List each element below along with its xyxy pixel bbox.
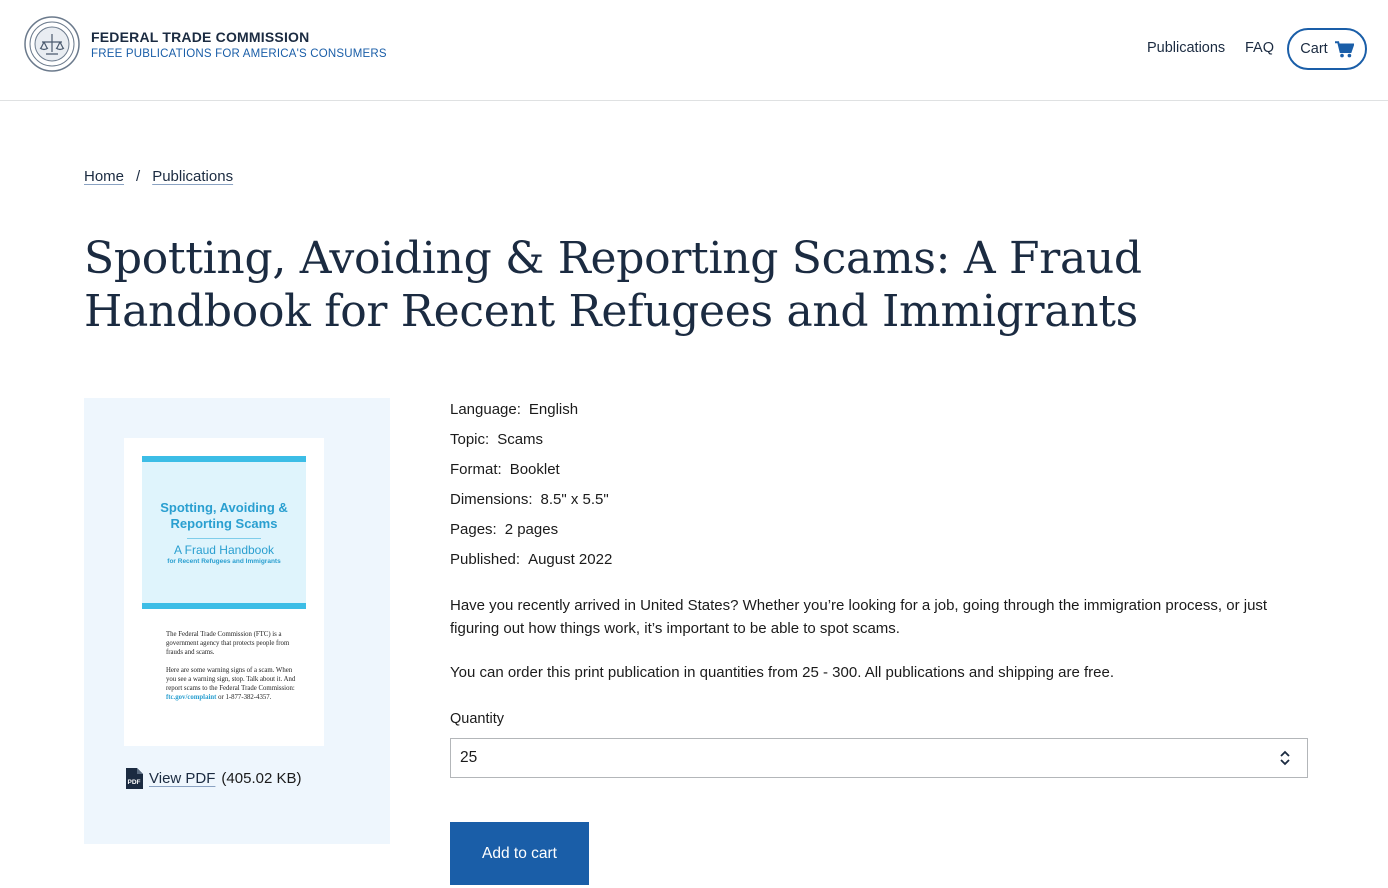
nav-faq[interactable]: FAQ <box>1245 40 1275 56</box>
meta-dimensions <box>450 490 1310 520</box>
publication-thumbnail-panel <box>84 398 390 844</box>
site-tagline[interactable]: FREE PUBLICATIONS FOR AMERICA'S CONSUMERS <box>91 48 387 60</box>
meta-value: 8.5" x 5.5" <box>540 491 609 508</box>
cover-title: Spotting, Avoiding & Reporting Scams <box>160 500 288 531</box>
breadcrumb-home[interactable]: Home <box>84 168 125 185</box>
pdf-file-icon <box>126 768 143 789</box>
cover-paragraph-1: The Federal Trade Commission (FTC) is a government agency that protects people from frauds and scams. <box>166 631 290 656</box>
meta-key: Language: <box>450 401 521 418</box>
breadcrumb-publications[interactable]: Publications <box>152 168 234 185</box>
cover-complaint-link: ftc.gov/complaint <box>166 694 217 701</box>
meta-pages <box>450 520 1310 550</box>
view-pdf-link[interactable]: View PDF <box>149 770 216 787</box>
pdf-download-row <box>126 768 301 789</box>
meta-key: Dimensions: <box>450 491 533 508</box>
order-note: You can order this print publication in quantities from 25 - 300. All publications and shipping are free. <box>450 664 1115 681</box>
cover-subtitle: A Fraud Handbook <box>173 543 275 557</box>
cover-paragraph-2-text: Here are some warning signs of a scam. When you see a warning sign, stop. Talk about it. And report scams to the Federal Trade Commission: <box>166 667 296 692</box>
add-to-cart-button[interactable]: Add to cart <box>450 822 589 885</box>
nav-publications[interactable]: Publications <box>1147 40 1226 56</box>
cover-body-text <box>166 630 296 711</box>
cover-banner <box>142 456 306 609</box>
agency-name[interactable]: FEDERAL TRADE COMMISSION <box>91 29 310 45</box>
meta-key: Format: <box>450 461 502 478</box>
meta-value: English <box>528 401 579 418</box>
meta-format <box>450 460 1310 490</box>
meta-key: Published: <box>450 551 521 568</box>
cart-label: Cart <box>1300 41 1328 57</box>
meta-value: Booklet <box>509 461 560 478</box>
quantity-select[interactable] <box>450 738 1308 778</box>
select-arrows-icon <box>1279 749 1291 767</box>
publication-details <box>450 400 1310 580</box>
shopping-cart-icon <box>1335 41 1354 58</box>
meta-language <box>450 400 1310 430</box>
meta-key: Topic: <box>450 431 490 448</box>
meta-value: Scams <box>497 431 544 448</box>
page-title: Spotting, Avoiding & Reporting Scams: A Fraud Handbook for Recent Refugees and Immigrants <box>84 233 1142 337</box>
cart-button[interactable] <box>1287 28 1367 70</box>
svg-text:PDF: PDF <box>127 779 141 786</box>
meta-published <box>450 550 1310 580</box>
breadcrumb <box>84 168 233 185</box>
meta-value: August 2022 <box>528 551 613 568</box>
meta-key: Pages: <box>450 521 497 538</box>
pdf-file-size: (405.02 KB) <box>221 770 302 787</box>
meta-value: 2 pages <box>504 521 559 538</box>
cover-paragraph-2 <box>166 666 296 702</box>
cover-paragraph-2-end: or 1-877-382-4357. <box>216 694 272 701</box>
breadcrumb-separator: / <box>136 168 141 185</box>
meta-topic <box>450 430 1310 460</box>
cover-tagline: for Recent Refugees and Immigrants <box>167 558 281 565</box>
cover-divider <box>187 538 261 539</box>
quantity-label: Quantity <box>450 711 504 727</box>
publication-description: Have you recently arrived in United States? Whether you’re looking for a job, going through the immigration process, or just figuring out how things work, it’s important to be able to spot scams. <box>450 597 1268 637</box>
ftc-seal-icon[interactable] <box>24 16 80 72</box>
quantity-selected-value: 25 <box>460 749 478 766</box>
site-header <box>0 0 1388 101</box>
